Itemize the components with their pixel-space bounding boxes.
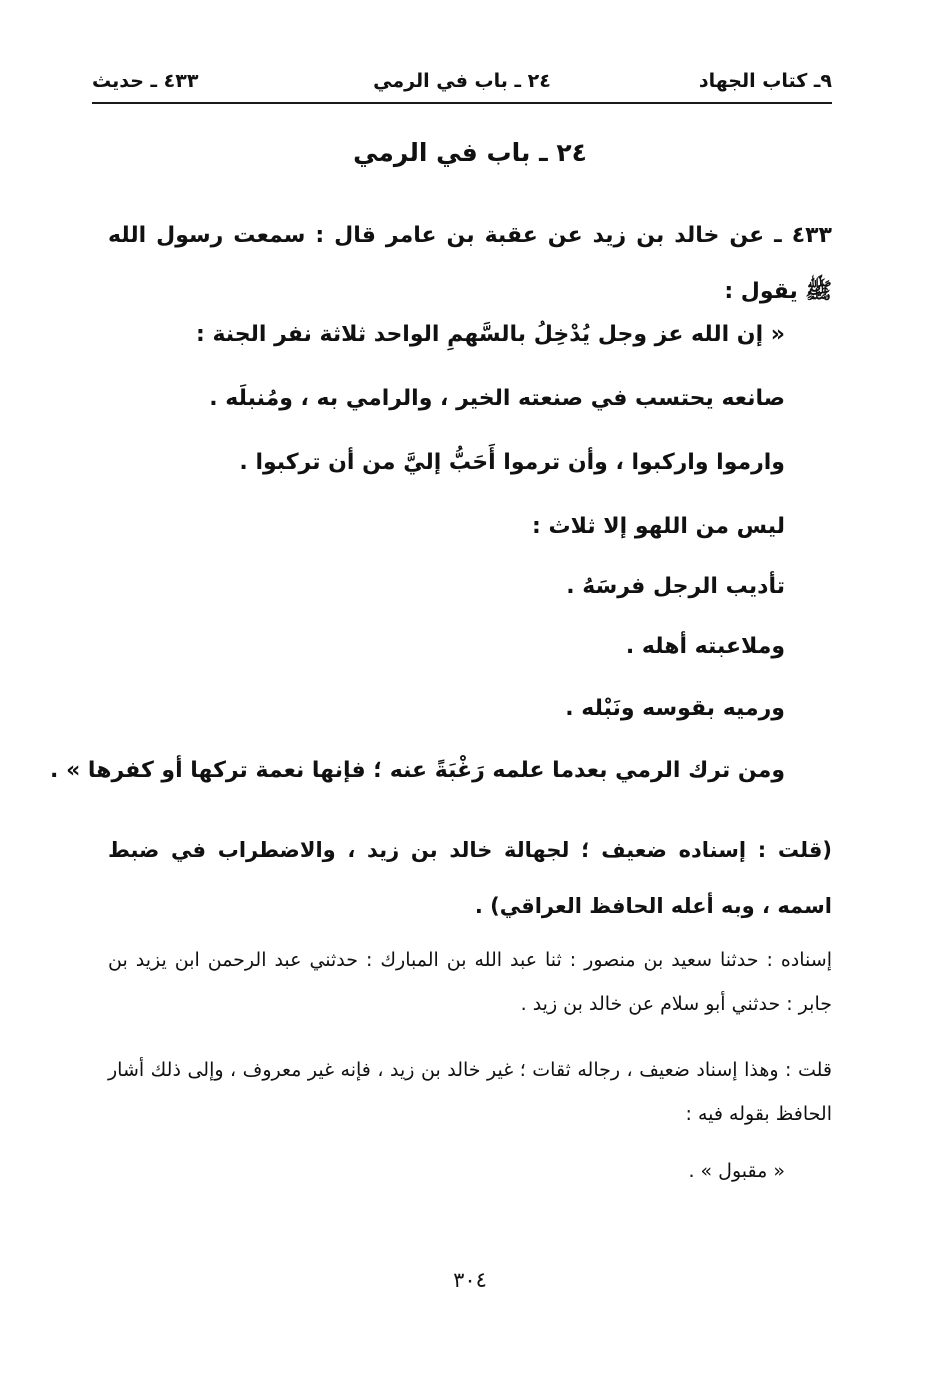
hadith-line: ومن ترك الرمي بعدما علمه رَغْبَةً عنه ؛ فإنها نعمة تركها أو كفرها » . (50, 758, 785, 783)
hadith-line: ورميه بقوسه ونَبْله . (565, 696, 785, 721)
hadith-line: ليس من اللهو إلا ثلاث : (532, 514, 785, 539)
header-chapter-title: ٢٤ ـ باب في الرمي (373, 70, 551, 92)
hadith-line: « إن الله عز وجل يُدْخِلُ بالسَّهمِ الواحد ثلاثة نفر الجنة : (195, 322, 785, 347)
page-number: ٣٠٤ (453, 1268, 487, 1292)
hadith-line: وارموا واركبوا ، وأن ترموا أَحَبُّ إليَّ من أن تركبوا . (239, 450, 785, 475)
isnad-paragraph: إسناده : حدثنا سعيد بن منصور : ثنا عبد الله بن المبارك : حدثني عبد الرحمن ابن يزيد بن جابر : حدثني أبو سلام عن خالد بن زيد . (108, 949, 832, 1015)
running-header (92, 68, 832, 104)
quoted-grade: « مقبول » . (688, 1160, 785, 1182)
hadith-line: صانعه يحتسب في صنعته الخير ، والرامي به ، ومُنبلَه . (209, 386, 785, 411)
chapter-heading: ٢٤ ـ باب في الرمي (353, 138, 587, 167)
hadith-intro: ٤٣٣ ـ عن خالد بن زيد عن عقبة بن عامر قال : سمعت رسول الله ﷺ يقول : (108, 223, 832, 304)
hadith-line: تأديب الرجل فرسَهُ . (566, 574, 785, 599)
hadith-line: وملاعبته أهله . (625, 634, 785, 659)
header-hadith-number: ٤٣٣ ـ حديث (92, 70, 199, 92)
grading-note: (قلت : إسناده ضعيف ؛ لجهالة خالد بن زيد ، والاضطراب في ضبط اسمه ، وبه أعله الحافظ العراقي) . (108, 838, 832, 918)
header-book-title: ٩ـ كتاب الجهاد (698, 70, 832, 92)
commentary-paragraph: قلت : وهذا إسناد ضعيف ، رجاله ثقات ؛ غير خالد بن زيد ، فإنه غير معروف ، وإلى ذلك أشار الحافظ بقوله فيه : (108, 1059, 832, 1125)
